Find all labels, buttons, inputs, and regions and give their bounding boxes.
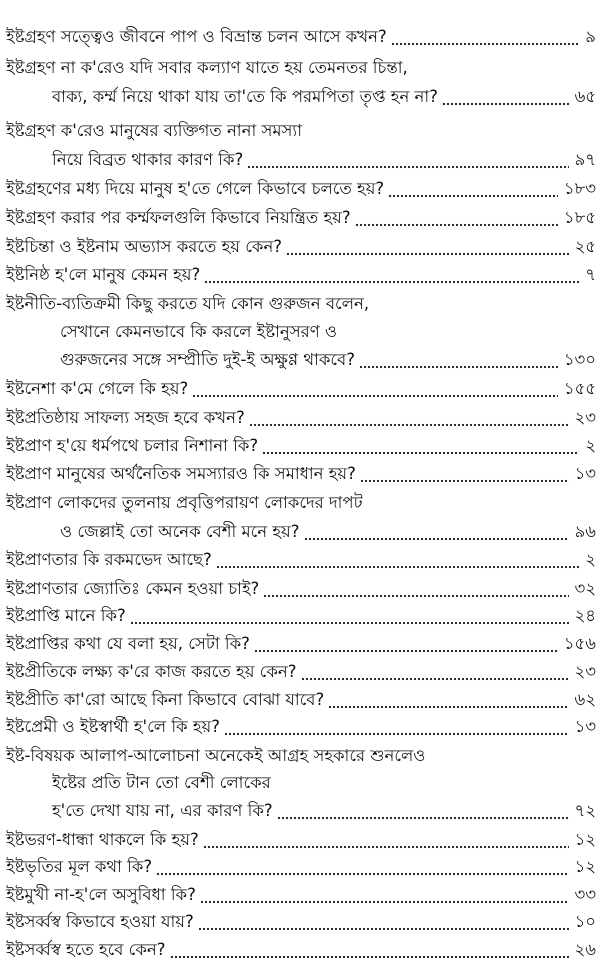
dot-leader xyxy=(198,909,569,935)
toc-entry-line xyxy=(0,461,600,487)
question-text: ইষ্টচিন্তা ও ইষ্টনাম অভ্যাস করতে হয় কেন? xyxy=(6,237,283,256)
question-text: গুরুজনের সঙ্গে সম্প্রীতি দুই-ই অক্ষুণ্ণ থাকবে? xyxy=(60,350,355,369)
toc-entry-line xyxy=(0,909,600,935)
dot-leader xyxy=(170,937,569,963)
toc-entry-line xyxy=(0,319,600,345)
toc-entry-line xyxy=(0,770,600,796)
question-text: ইষ্টগ্রহণ করার পর কর্ম্মফলগুলি কিভাবে নিয়ন্ত্রিত হয়? xyxy=(6,208,351,227)
question-text: ইষ্টনিষ্ঠ হ'লে মানুষ কেমন হয়? xyxy=(6,265,201,284)
question-text: ইষ্টের প্রতি টান তো বেশী লোকের xyxy=(52,773,271,792)
dot-leader xyxy=(224,714,569,740)
page-number: ১৮৩ xyxy=(563,179,596,198)
question-text: ইষ্টনীতি-ব্যতিক্রমী কিছু করতে যদি কোন গুরুজন বলেন, xyxy=(6,294,370,313)
toc-entry-line xyxy=(0,205,600,231)
page-number: ১৮৫ xyxy=(563,208,596,227)
page-number: ১০ xyxy=(574,912,596,931)
page-number: ১৫৬ xyxy=(563,634,596,653)
page-number: ৯৬ xyxy=(574,522,596,541)
page-number: ২৬ xyxy=(574,940,596,959)
page-number: ৩২ xyxy=(574,579,596,598)
dot-leader xyxy=(249,405,569,431)
toc-entry-line xyxy=(0,291,600,317)
question-text: ইষ্টপ্রাণতার জ্যোতিঃ কেমন হওয়া চাই? xyxy=(6,579,260,598)
toc-entry-line xyxy=(0,234,600,260)
page-number: ২ xyxy=(585,550,596,569)
dot-leader xyxy=(130,603,569,629)
question-text: ইষ্টপ্রীতি কা'রো আছে কিনা কিভাবে বোঝা যাবে? xyxy=(6,690,325,709)
question-text: বাক্য, কর্ম্ম নিয়ে থাকা যায় তা'তে কি পরমপিতা তৃপ্ত হন না? xyxy=(52,87,438,106)
question-text: ইষ্টনেশা ক'মে গেলে কি হয়? xyxy=(6,379,189,398)
question-text: ইষ্টমুখী না-হ'লে অসুবিধা কি? xyxy=(6,885,196,904)
dot-leader xyxy=(355,205,558,231)
question-text: ইষ্টপ্রতিষ্ঠায় সাফল্য সহজ হবে কখন? xyxy=(6,408,245,427)
toc-entry-line xyxy=(0,118,600,144)
page-number: ২৩ xyxy=(574,662,596,681)
toc-entry-line xyxy=(0,405,600,431)
toc-entry-line xyxy=(0,882,600,908)
question-text: ইষ্টসর্ব্বস্ব হতে হবে কেন? xyxy=(6,940,166,959)
page-number: ১২ xyxy=(574,830,596,849)
dot-leader xyxy=(301,659,569,685)
question-text: সেখানে কেমনভাবে কি করলে ইষ্টানুসরণ ও xyxy=(60,322,338,341)
dot-leader xyxy=(391,24,579,50)
question-text: ইষ্টসর্ব্বস্ব কিভাবে হওয়া যায়? xyxy=(6,912,194,931)
dot-leader xyxy=(359,347,558,373)
dot-leader xyxy=(156,854,569,880)
dot-leader xyxy=(203,827,569,853)
page-number: ২৪ xyxy=(574,606,596,625)
toc-entry-line xyxy=(0,433,600,459)
page-number: ৬৫ xyxy=(574,87,596,106)
question-text: ইষ্টপ্রাপ্তির কথা যে বলা হয়, সেটা কি? xyxy=(6,634,250,653)
toc-entry-line xyxy=(0,376,600,402)
page-number: ২৫ xyxy=(574,237,596,256)
dot-leader xyxy=(286,234,569,260)
toc-entry-line xyxy=(0,659,600,685)
question-text: ইষ্ট-বিষয়ক আলাপ-আলোচনা অনেকেই আগ্রহ সহকারে শুনলেও xyxy=(6,746,426,765)
question-text: ইষ্টভৃতির মূল কথা কি? xyxy=(6,857,153,876)
toc-entry-line xyxy=(0,24,600,50)
toc-entry-line xyxy=(0,547,600,573)
toc-entry-line xyxy=(0,176,600,202)
page-number: ৯ xyxy=(585,27,596,46)
toc-entry-line xyxy=(0,687,600,713)
toc-entry-line xyxy=(0,490,600,516)
dot-leader xyxy=(192,376,558,402)
question-text: ইষ্টপ্রীতিকে লক্ষ্য ক'রে কাজ করতে হয় কেন? xyxy=(6,662,297,681)
page-number: ১৩ xyxy=(574,464,596,483)
page-number: ৭ xyxy=(585,265,596,284)
page-number: ২ xyxy=(585,436,596,455)
dot-leader xyxy=(262,433,579,459)
question-text: ইষ্টগ্রহণের মধ্য দিয়ে মানুষ হ'তে গেলে কিভাবে চলতে হয়? xyxy=(6,179,385,198)
dot-leader xyxy=(263,576,569,602)
page-number: ২৩ xyxy=(574,408,596,427)
question-text: ইষ্টপ্রাণ লোকদের তুলনায় প্রবৃত্তিপরায়ণ লোকদের দাপট xyxy=(6,493,363,512)
question-text: নিয়ে বিব্রত থাকার কারণ কি? xyxy=(52,150,244,169)
toc-entry-line xyxy=(0,937,600,963)
question-text: ইষ্টপ্রাণ হ'য়ে ধর্মপথে চলার নিশানা কি? xyxy=(6,436,259,455)
question-text: ইষ্টগ্রহণ সত্ত্বেও জীবনে পাপ ও বিভ্রান্ত চলন আসে কখন? xyxy=(6,27,387,46)
dot-leader xyxy=(204,262,579,288)
page-number: ৬২ xyxy=(574,690,596,709)
page-number: ৯৭ xyxy=(574,150,596,169)
page-number: ১৩০ xyxy=(563,350,596,369)
dot-leader xyxy=(388,176,558,202)
dot-leader xyxy=(360,461,569,487)
question-text: ইষ্টপ্রেমী ও ইষ্টস্বার্থী হ'লে কি হয়? xyxy=(6,717,220,736)
toc-entry-line xyxy=(0,347,600,373)
question-text: ইষ্টগ্রহণ ক'রেও মানুষের ব্যক্তিগত নানা সমস্যা xyxy=(6,121,303,140)
toc-entry-line xyxy=(0,631,600,657)
page-number: ১৫৫ xyxy=(563,379,596,398)
question-text: ইষ্টগ্রহণ না ক'রেও যদি সবার কল্যাণ যাতে হয় তেমনতর চিন্তা, xyxy=(6,58,408,77)
question-text: ইষ্টভরণ-ধান্ধা থাকলে কি হয়? xyxy=(6,830,199,849)
toc-entry-line xyxy=(0,519,600,545)
page-number: ১৩ xyxy=(574,717,596,736)
toc-entry-line xyxy=(0,854,600,880)
dot-leader xyxy=(328,687,569,713)
dot-leader xyxy=(304,519,569,545)
toc-entry-line xyxy=(0,262,600,288)
dot-leader xyxy=(254,631,558,657)
dot-leader xyxy=(216,547,579,573)
page-number: ১২ xyxy=(574,857,596,876)
toc-entry-line xyxy=(0,576,600,602)
toc-entry-line xyxy=(0,84,600,110)
toc-entry-line xyxy=(0,603,600,629)
toc-entry-line xyxy=(0,55,600,81)
question-text: ইষ্টপ্রাণ মানুষের অর্থনৈতিক সমস্যারও কি সমাধান হয়? xyxy=(6,464,356,483)
page-number: ৩৩ xyxy=(574,885,596,904)
toc-entry-line xyxy=(0,743,600,769)
question-text: ইষ্টপ্রাণতার কি রকমভেদ আছে? xyxy=(6,550,212,569)
page-number: ৭২ xyxy=(574,801,596,820)
dot-leader xyxy=(200,882,569,908)
dot-leader xyxy=(277,798,569,824)
question-text: ও জেল্লাই তো অনেক বেশী মনে হয়? xyxy=(60,522,300,541)
question-text: ইষ্টপ্রাপ্তি মানে কি? xyxy=(6,606,126,625)
dot-leader xyxy=(442,84,569,110)
toc-entry-line xyxy=(0,714,600,740)
dot-leader xyxy=(247,147,569,173)
question-text: হ'তে দেখা যায় না, এর কারণ কি? xyxy=(52,801,273,820)
toc-entry-line xyxy=(0,147,600,173)
toc-entry-line xyxy=(0,827,600,853)
toc-entry-line xyxy=(0,798,600,824)
